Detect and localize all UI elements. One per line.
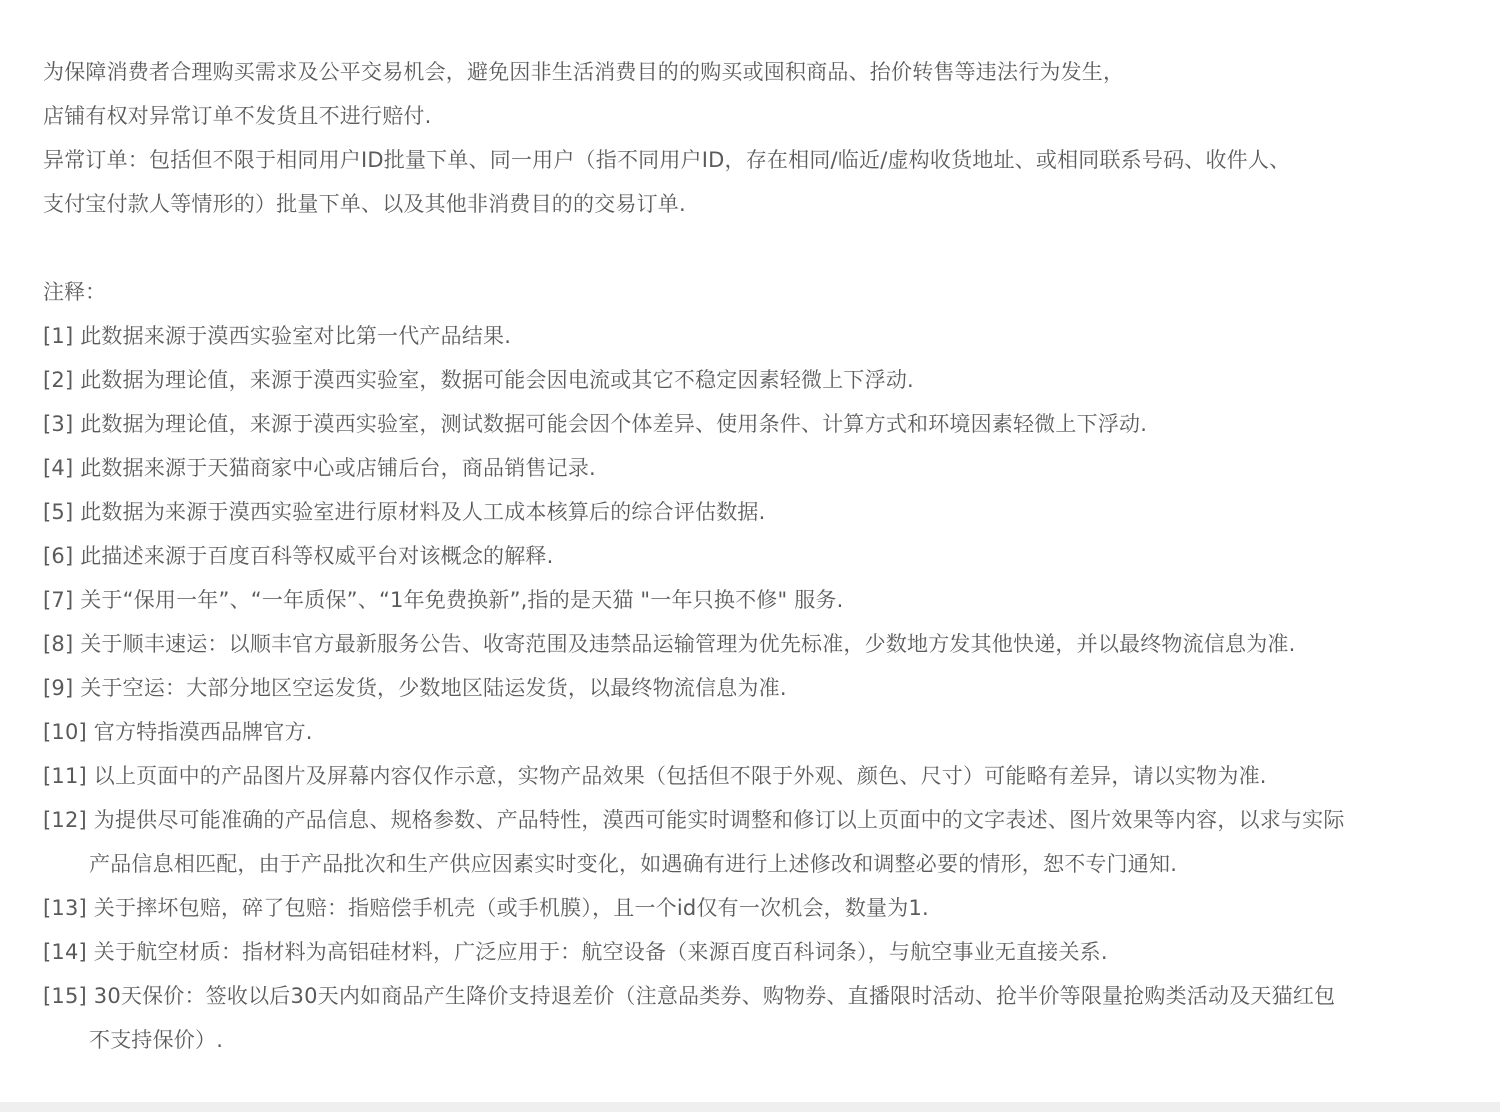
note-9 [43,666,1463,710]
intro-line-4: 支付宝付款人等情形的）批量下单、以及其他非消费目的的交易订单. [43,192,686,216]
note-3 [43,402,1463,446]
note-5-text: [5] 此数据为来源于漠西实验室进行原材料及人工成本核算后的综合评估数据. [43,500,766,524]
note-8-text: [8] 关于顺丰速运：以顺丰官方最新服务公告、收寄范围及违禁品运输管理为优先标准，少数地方发其他快递，并以最终物流信息为准. [43,632,1296,656]
notes-list [43,314,1463,1062]
intro-line-3: 异常订单：包括但不限于相同用户ID批量下单、同一用户（指不同用户ID，存在相同/临近/虚构收货地址、或相同联系号码、收件人、 [43,148,1291,172]
note-10 [43,710,1463,754]
note-11 [43,754,1463,798]
note-11-text: [11] 以上页面中的产品图片及屏幕内容仅作示意，实物产品效果（包括但不限于外观、颜色、尺寸）可能略有差异，请以实物为准. [43,764,1267,788]
note-12-continuation: 产品信息相匹配，由于产品批次和生产供应因素实时变化，如遇确有进行上述修改和调整必要的情形，恕不专门通知. [89,852,1178,876]
note-10-text: [10] 官方特指漠西品牌官方. [43,720,313,744]
note-6-text: [6] 此描述来源于百度百科等权威平台对该概念的解释. [43,544,554,568]
note-4-text: [4] 此数据来源于天猫商家中心或店铺后台，商品销售记录. [43,456,596,480]
note-15 [43,974,1463,1062]
intro-line-1: 为保障消费者合理购买需求及公平交易机会，避免因非生活消费目的的购买或囤积商品、抬价转售等违法行为发生， [43,60,1125,84]
note-8 [43,622,1463,666]
note-4 [43,446,1463,490]
note-12-text: [12] 为提供尽可能准确的产品信息、规格参数、产品特性，漠西可能实时调整和修订以上页面中的文字表述、图片效果等内容，以求与实际 [43,808,1345,832]
note-3-text: [3] 此数据为理论值，来源于漠西实验室，测试数据可能会因个体差异、使用条件、计算方式和环境因素轻微上下浮动. [43,412,1148,436]
note-14-text: [14] 关于航空材质：指材料为高铝硅材料，广泛应用于：航空设备（来源百度百科词条），与航空事业无直接关系. [43,940,1108,964]
note-1 [43,314,1463,358]
note-5 [43,490,1463,534]
note-9-text: [9] 关于空运：大部分地区空运发货，少数地区陆运发货，以最终物流信息为准. [43,676,787,700]
note-15-text: [15] 30天保价：签收以后30天内如商品产生降价支持退差价（注意品类券、购物券、直播限时活动、抢半价等限量抢购类活动及天猫红包 [43,984,1336,1008]
note-13 [43,886,1463,930]
note-6 [43,534,1463,578]
note-7-text: [7] 关于“保用一年”、“一年质保”、“1年免费换新”,指的是天猫 "一年只换不修" 服务. [43,588,844,612]
note-15-continuation: 不支持保价）. [89,1028,224,1052]
notes-heading: 注释： [43,280,106,304]
note-12 [43,798,1463,886]
note-2-text: [2] 此数据为理论值，来源于漠西实验室，数据可能会因电流或其它不稳定因素轻微上下浮动. [43,368,914,392]
intro-line-2: 店铺有权对异常订单不发货且不进行赔付. [43,104,432,128]
note-7 [43,578,1463,622]
note-14 [43,930,1463,974]
note-1-text: [1] 此数据来源于漠西实验室对比第一代产品结果. [43,324,512,348]
note-2 [43,358,1463,402]
disclaimer-content [43,50,1463,1062]
bottom-bar [0,1102,1500,1112]
note-13-text: [13] 关于摔坏包赔，碎了包赔：指赔偿手机壳（或手机膜），且一个id仅有一次机会，数量为1. [43,896,929,920]
section-gap [43,226,1463,270]
